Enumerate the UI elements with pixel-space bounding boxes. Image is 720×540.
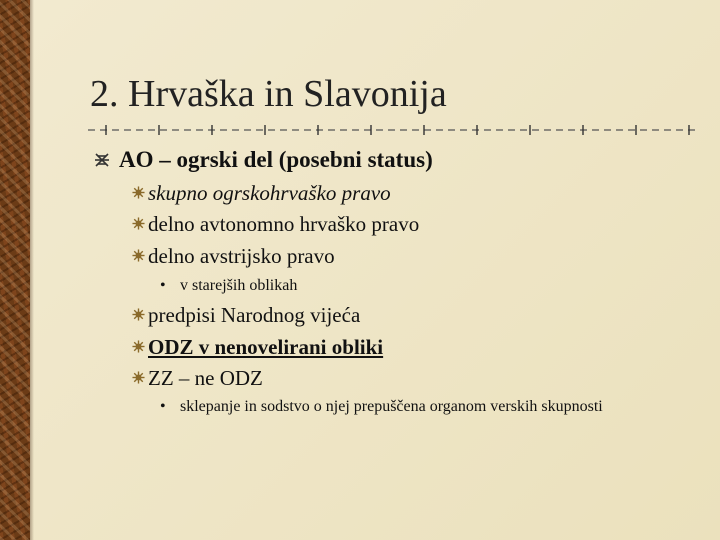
bullet-text: delno avtonomno hrvaško pravo	[148, 212, 420, 236]
dot-bullet-icon: •	[160, 398, 166, 415]
star-bullet-icon	[132, 186, 145, 199]
bullet-text: delno avstrijsko pravo	[148, 244, 335, 268]
title-divider	[88, 123, 700, 137]
slide-title: 2. Hrvaška in Slavonija	[90, 73, 447, 115]
wood-texture-bar	[0, 0, 30, 540]
bullet-text: ODZ v nenovelirani obliki	[148, 335, 384, 359]
star-bullet-icon	[132, 308, 145, 321]
bullet-text: ZZ – ne ODZ	[148, 366, 263, 390]
dot-bullet-icon: •	[160, 277, 166, 294]
star-bullet-icon	[132, 371, 145, 384]
bullet-text: AO – ogrski del (posebni status)	[119, 147, 433, 172]
wood-bar-shadow	[30, 0, 34, 540]
cross-bullet-icon	[94, 152, 110, 168]
bullet-text: skupno ogrskohrvaško pravo	[148, 181, 391, 205]
bullet-text: v starejših oblikah	[180, 277, 298, 294]
star-bullet-icon	[132, 249, 145, 262]
bullet-text: sklepanje in sodstvo o njej prepuščena organom verskih skupnosti	[180, 398, 603, 415]
star-bullet-icon	[132, 217, 145, 230]
bullet-text: predpisi Narodnog vijeća	[148, 303, 361, 327]
star-bullet-icon	[132, 340, 145, 353]
